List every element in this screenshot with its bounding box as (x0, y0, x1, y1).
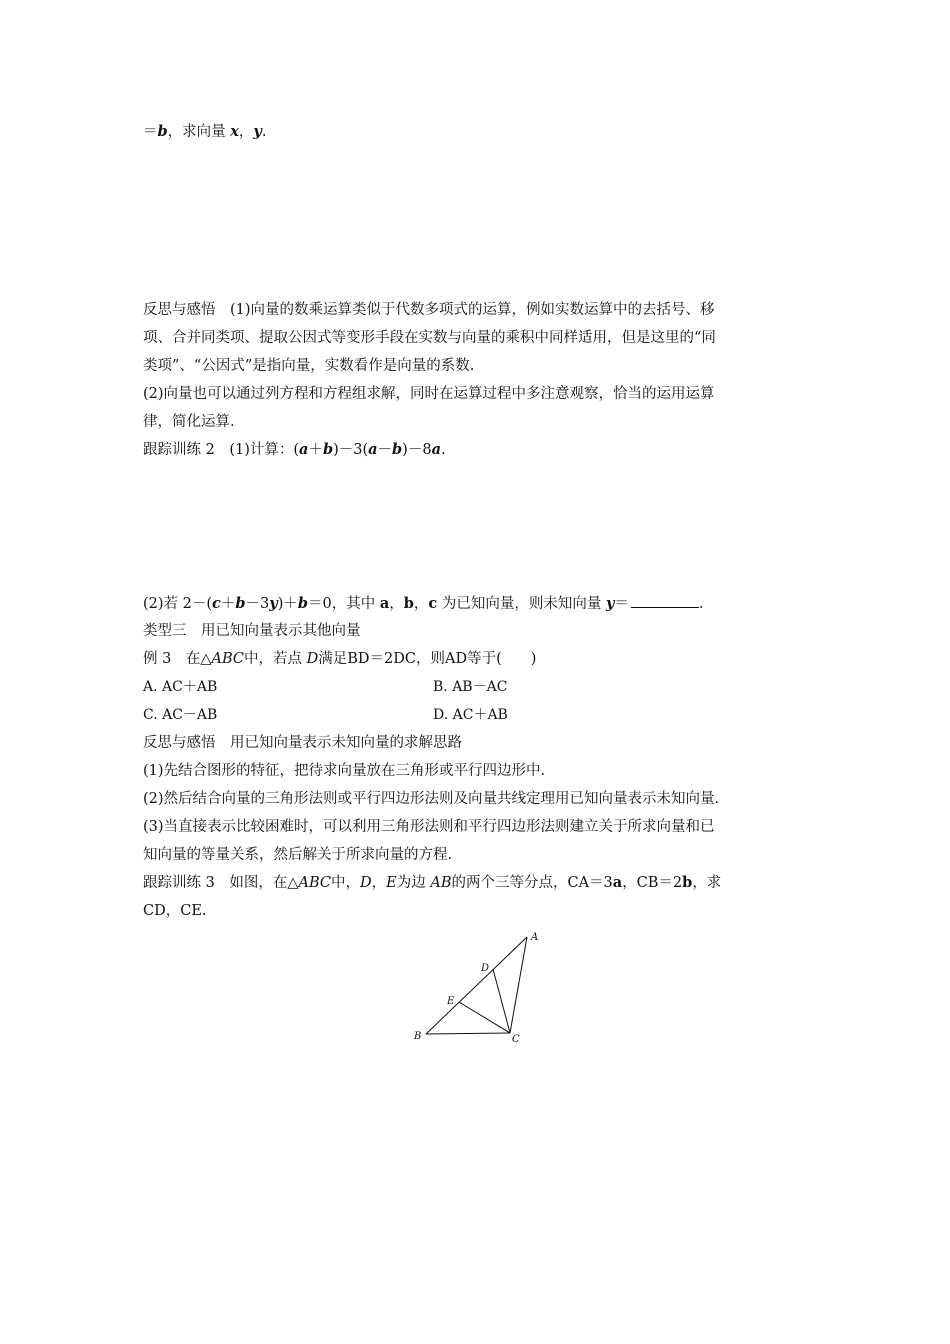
side-bc (426, 1033, 510, 1034)
reflection-2-point-1: (1)先结合图形的特征，把待求向量放在三角形或平行四边形中. (143, 763, 546, 779)
practice-2-question-2: (2)若 2－(c＋b－3y)＋b＝0，其中 a，b，c 为已知向量，则未知向量 y＝ . (143, 595, 704, 612)
reflection-1-line-1: 反思与感悟 (1)向量的数乘运算类似于代数多项式的运算，例如实数运算中的去括号、移 (143, 302, 715, 318)
option-a[interactable]: A. AC＋AB (143, 679, 218, 695)
option-d[interactable]: D. AC＋AB (433, 707, 508, 723)
label-d: D (481, 963, 490, 974)
label-e: E (447, 996, 455, 1007)
example-3-question: 例 3 在△ABC中，若点 D满足BD＝2DC，则AD等于( ) (143, 651, 537, 667)
label-b: B (414, 1031, 422, 1042)
reflection-2-point-3b: 知向量的等量关系，然后解关于所求向量的方程. (143, 847, 453, 863)
segment-ce (459, 1002, 510, 1033)
section-heading-type-3: 类型三 用已知向量表示其他向量 (143, 623, 361, 639)
reflection-1-line-3: 类项”、“公因式”是指向量，实数看作是向量的系数. (143, 358, 475, 374)
side-ab (426, 937, 527, 1034)
option-c[interactable]: C. AC－AB (143, 707, 218, 723)
segment-cd (493, 969, 510, 1033)
reflection-1-line-4: (2)向量也可以通过列方程和方程组求解，同时在运算过程中多注意观察，恰当的运用运算 (143, 386, 715, 402)
reflection-1-line-5: 律，简化运算. (143, 414, 235, 430)
practice-2-question-1: 跟踪训练 2 (1)计算：(a＋b)－3(a－b)－8a. (143, 441, 446, 458)
label-c: C (512, 1034, 520, 1045)
answer-blank[interactable] (631, 593, 699, 608)
triangle-figure (405, 925, 555, 1050)
reflection-2-point-2: (2)然后结合向量的三角形法则或平行四边形法则及向量共线定理用已知向量表示未知向量. (143, 791, 720, 807)
reflection-2-point-3a: (3)当直接表示比较困难时，可以利用三角形法则和平行四边形法则建立关于所求向量和已 (143, 819, 715, 835)
reflection-1-line-2: 项、合并同类项、提取公因式等变形手段在实数与向量的乘积中同样适用，但是这里的“同 (143, 330, 716, 346)
practice-3-question: 跟踪训练 3 如图，在△ABC中，D，E为边 AB的两个三等分点，CA＝3a，CB＝2b，求 (143, 874, 722, 891)
label-a: A (531, 932, 539, 943)
practice-3-question-line-2: CD，CE. (143, 903, 207, 919)
option-b[interactable]: B. AB－AC (433, 679, 508, 695)
problem-continuation: ＝b，求向量 x，y. (143, 123, 267, 140)
reflection-2-heading: 反思与感悟 用已知向量表示未知向量的求解思路 (143, 735, 462, 751)
